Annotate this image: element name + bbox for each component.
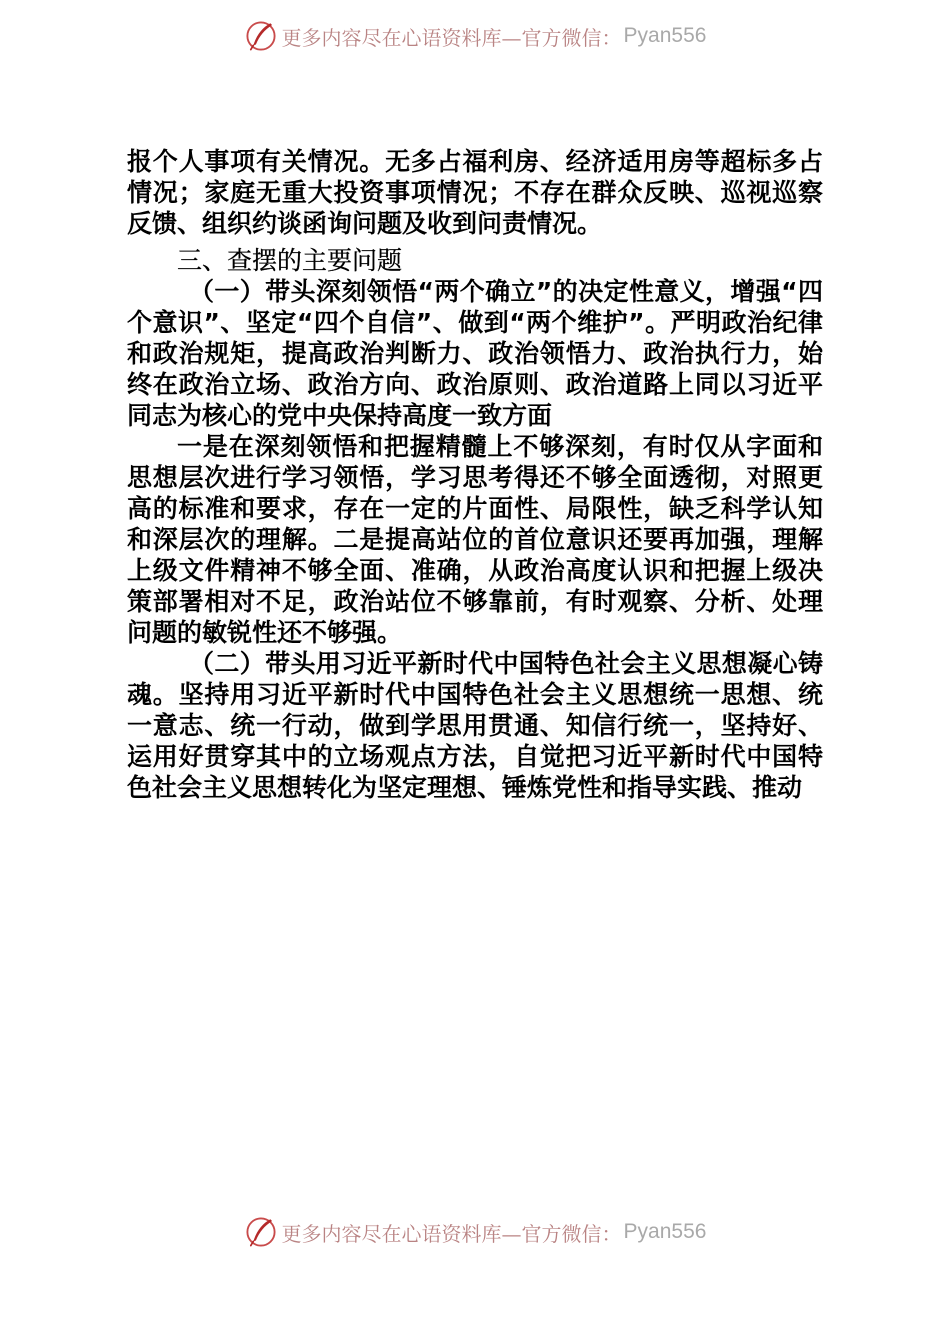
document-body (127, 146, 823, 803)
watermark-footer (0, 1212, 950, 1252)
quill-pen-logo-icon (244, 1215, 278, 1249)
paragraph-personal-matters: 报个人事项有关情况。无多占福利房、经济适用房等超标多占情况；家庭无重大投资事项情况；不存在群众反映、巡视巡察 反馈、组织约谈函询问题及收到问责情况。 (127, 147, 823, 238)
watermark-wechat-id: Pyan556 (623, 24, 707, 47)
section-heading-problems: 三、查摆的主要问题 (177, 246, 403, 275)
watermark-header (0, 16, 950, 56)
paragraph-problem-details: 一是在深刻领悟和把握精髓上不够深刻，有时仅从字面和思想层次进行学习领悟，学习思考得还不够全面透彻，对照更 高的标准和要求，存在一定的片面性、局限性，缺乏科学认知和深层次的理解。二是提高站位的首位意识还要再加强，理解上级文件精神不够全面、准确，从政治高度认识和把握上级决策部署相对不足，政治站位不够靠前，有时观察、分析、处理问题的敏锐性还不够强。 (127, 432, 823, 647)
subsection-one-heading: （一）带头深刻领悟“两个确立”的决定性意义，增强“四个意识”、坚定“四个自信”、做到“两个维护”。严明政治纪律和政治规矩，提高政治判断力、政治领悟力、政治执行力，始终在政治立场、政治方向、政治原则、政治道路上同以习近平同志为核心的党中央保持高度一致方面 (127, 277, 823, 430)
watermark-text: 更多内容尽在心语资料库—官方微信： (281, 1221, 622, 1246)
quill-pen-logo-icon (244, 19, 278, 53)
subsection-two-heading: （二）带头用习近平新时代中国特色社会主义思想凝心铸魂。坚持用习近平新时代中国特色社会主义思想统一思想、统一意志、统一行动，做到学思用贯通、知信行统一，坚持好、运用好贯穿其中的立场观点方法，自觉把习近平新时代中国特色社会主义思想转化为坚定理想、锤炼党性和指导实践、推动 (127, 649, 823, 802)
watermark-text: 更多内容尽在心语资料库—官方微信： (281, 25, 622, 50)
watermark-wechat-id: Pyan556 (623, 1220, 707, 1243)
